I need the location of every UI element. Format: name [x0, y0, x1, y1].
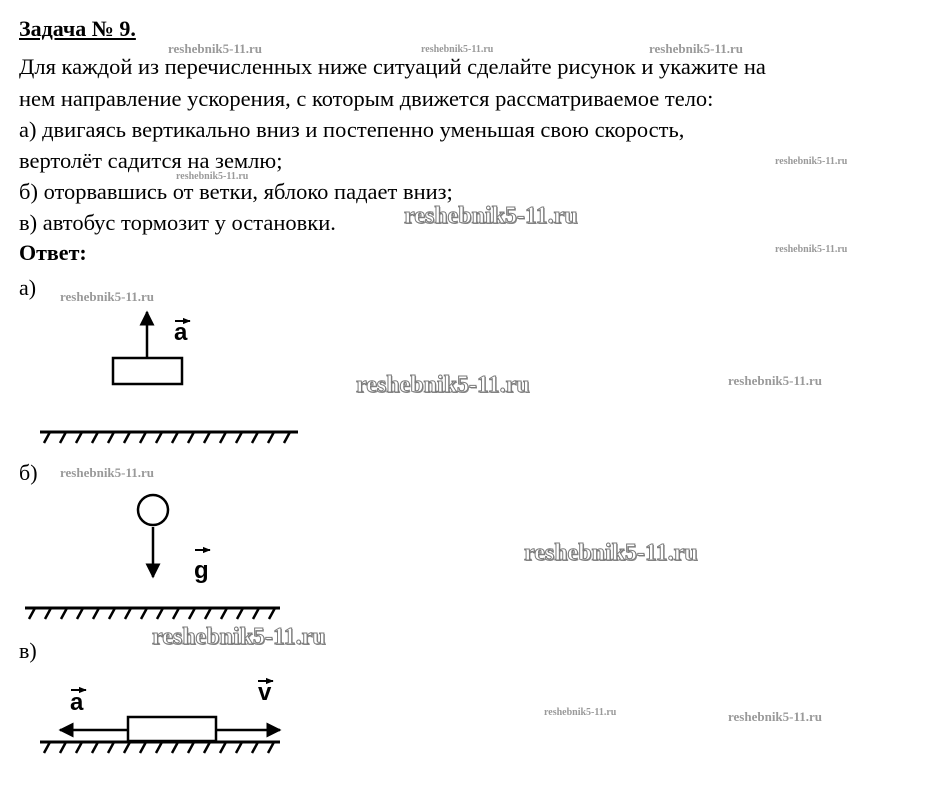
ground-hatching-c	[44, 742, 274, 753]
task-line-1: Для каждой из перечисленных ниже ситуаций сделайте рисунок и укажите на	[19, 54, 766, 79]
ground-hatch-tick	[60, 432, 66, 443]
answer-part-b-marker: б)	[19, 460, 38, 485]
answer-part-c-marker: в)	[19, 638, 37, 663]
ground-hatch-tick	[141, 608, 147, 619]
ground-hatch-tick	[156, 432, 162, 443]
task-line-2: нем направление ускорения, с которым движется рассматриваемое тело:	[19, 86, 714, 111]
figure-a	[40, 312, 298, 443]
bus-body	[128, 717, 216, 741]
ground-hatch-tick	[220, 432, 226, 443]
task-title: Задача № 9.	[19, 16, 136, 41]
vector-label-a-part-a: a	[174, 319, 188, 346]
ground-hatch-tick	[44, 742, 50, 753]
ground-hatch-tick	[237, 608, 243, 619]
ground-hatch-tick	[140, 742, 146, 753]
ground-hatch-tick	[204, 742, 210, 753]
apple-circle	[138, 495, 168, 525]
watermark: reshebnik5-11.ru	[176, 171, 249, 182]
task-item-c: в) автобус тормозит у остановки.	[19, 210, 336, 235]
ground-hatch-tick	[204, 432, 210, 443]
ground-hatching-a	[44, 432, 290, 443]
ground-hatch-tick	[220, 742, 226, 753]
ground-hatching-b	[29, 608, 275, 619]
answer-part-a-marker: а)	[19, 275, 37, 300]
watermark: reshebnik5-11.ru	[168, 41, 263, 56]
ground-hatch-tick	[77, 608, 83, 619]
watermark: reshebnik5-11.ru	[649, 41, 744, 56]
vector-label-a-part-c: a	[70, 689, 84, 716]
watermark: reshebnik5-11.ru	[775, 156, 848, 167]
ground-hatch-tick	[157, 608, 163, 619]
ground-hatch-tick	[221, 608, 227, 619]
ground-hatch-tick	[124, 432, 130, 443]
watermark: reshebnik5-11.ru	[404, 203, 578, 229]
figure-b	[25, 495, 280, 619]
ground-hatch-tick	[76, 742, 82, 753]
task-item-a-cont: вертолёт садится на землю;	[19, 148, 283, 173]
ground-hatch-tick	[45, 608, 51, 619]
vector-label-v: v	[258, 679, 272, 706]
ground-hatch-tick	[61, 608, 67, 619]
watermark: reshebnik5-11.ru	[544, 707, 617, 718]
ground-hatch-tick	[253, 608, 259, 619]
ground-hatch-tick	[92, 742, 98, 753]
watermark: reshebnik5-11.ru	[728, 373, 823, 388]
task-item-a: а) двигаясь вертикально вниз и постепенно уменьшая свою скорость,	[19, 117, 685, 142]
watermark: reshebnik5-11.ru	[60, 289, 155, 304]
ground-hatch-tick	[236, 432, 242, 443]
ground-hatch-tick	[268, 432, 274, 443]
ground-hatch-tick	[172, 742, 178, 753]
watermark: reshebnik5-11.ru	[775, 244, 848, 255]
vector-label-g: g	[194, 557, 209, 584]
ground-hatch-tick	[173, 608, 179, 619]
ground-hatch-tick	[268, 742, 274, 753]
watermark: reshebnik5-11.ru	[421, 44, 494, 55]
ground-hatch-tick	[205, 608, 211, 619]
ground-hatch-tick	[269, 608, 275, 619]
answer-heading: Ответ:	[19, 240, 87, 265]
ground-hatch-tick	[172, 432, 178, 443]
ground-hatch-tick	[93, 608, 99, 619]
ground-hatch-tick	[189, 608, 195, 619]
ground-hatch-tick	[124, 742, 130, 753]
ground-hatch-tick	[125, 608, 131, 619]
helicopter-body	[113, 358, 182, 384]
ground-hatch-tick	[76, 432, 82, 443]
task-item-b: б) оторвавшись от ветки, яблоко падает вниз;	[19, 179, 453, 204]
ground-hatch-tick	[284, 432, 290, 443]
watermark: reshebnik5-11.ru	[524, 540, 698, 566]
ground-hatch-tick	[188, 742, 194, 753]
watermark: reshebnik5-11.ru	[728, 709, 823, 724]
ground-hatch-tick	[140, 432, 146, 443]
watermark: reshebnik5-11.ru	[60, 465, 155, 480]
watermark: reshebnik5-11.ru	[356, 372, 530, 398]
ground-hatch-tick	[60, 742, 66, 753]
ground-hatch-tick	[44, 432, 50, 443]
ground-hatch-tick	[156, 742, 162, 753]
ground-hatch-tick	[188, 432, 194, 443]
ground-hatch-tick	[29, 608, 35, 619]
ground-hatch-tick	[92, 432, 98, 443]
ground-hatch-tick	[108, 742, 114, 753]
ground-hatch-tick	[236, 742, 242, 753]
watermark: reshebnik5-11.ru	[152, 624, 326, 650]
ground-hatch-tick	[109, 608, 115, 619]
ground-hatch-tick	[252, 432, 258, 443]
ground-hatch-tick	[108, 432, 114, 443]
ground-hatch-tick	[252, 742, 258, 753]
